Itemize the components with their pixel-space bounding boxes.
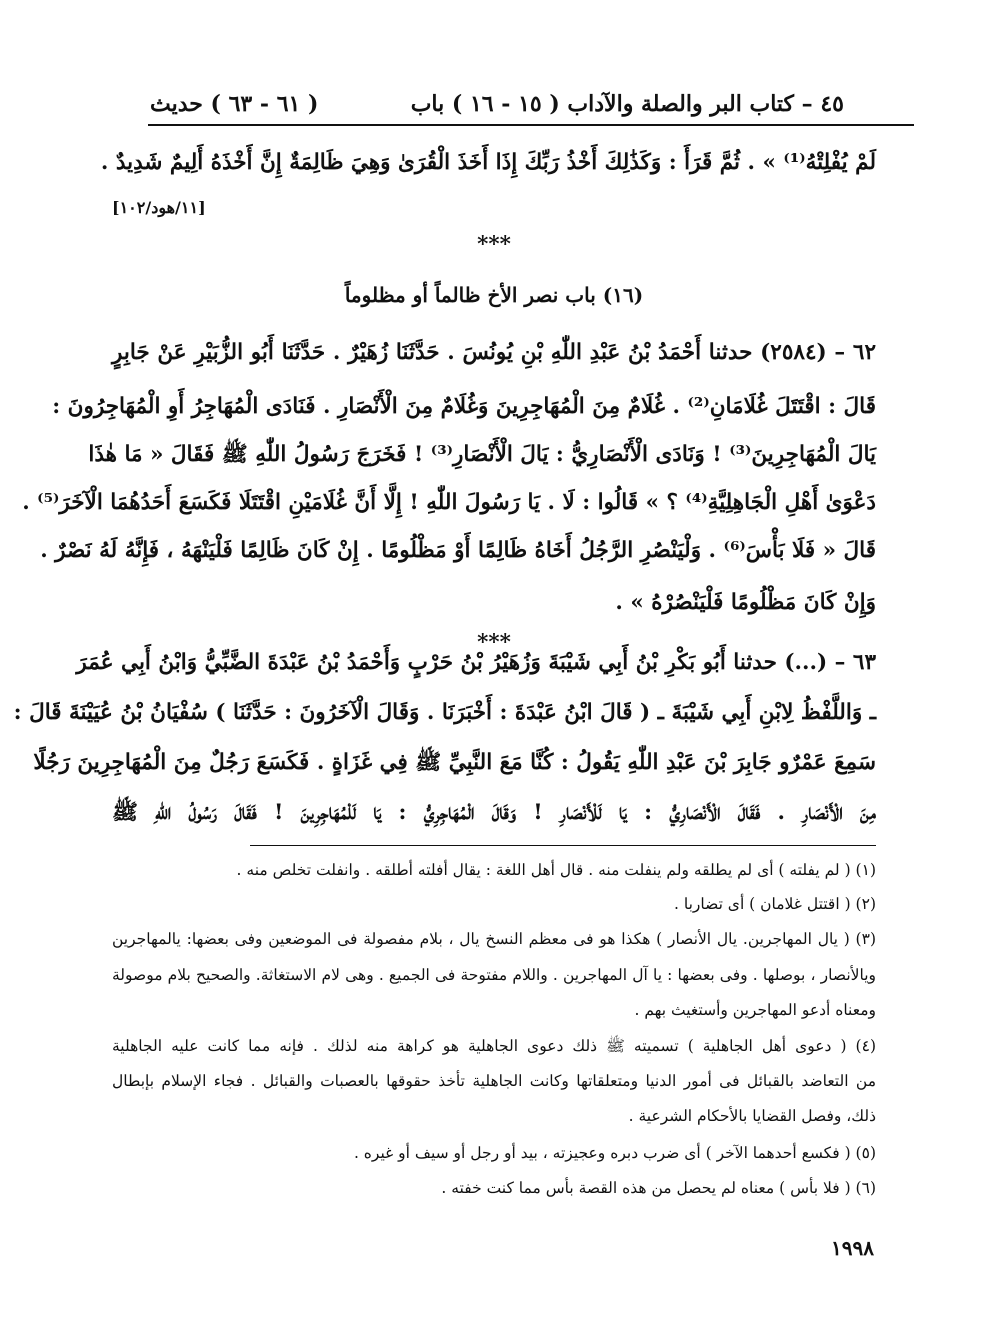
header-rule [148,124,914,126]
header-book-chapter: ٤٥ – كتاب البر والصلة والآداب ( ١٥ - ١٦ ) باب [410,91,844,117]
hadith-63-line-4: مِنَ الْأَنْصَارِ . فَقَالَ الْأَنْصَارِيُّ : يَا لَلْأَنْصَارِ ! وَقَالَ الْمُهَاجِرِيُّ : يَا لَلْمُهَاجِرِينَ ! فَقَالَ رَسُولُ اللّٰهِ ﷺ [112,800,876,825]
separator-stars: *** [477,630,511,655]
hadith-63-line-2: ـ وَاللَّفْظُ لِابْنِ أَبِي شَيْبَةَ ـ ( قَالَ ابْنُ عَبْدَةَ : أَخْبَرَنَا . وَقَالَ الْآخَرُونَ : حَدَّثَنَا ) سُفْيَانُ بْنُ عُيَيْنَةَ قَالَ : [13,700,876,725]
footnote-3-line-1: (٣) ( يال المهاجرين. يال الأنصار ) هكذا هو فى معظم النسخ يال ، بلام مفصولة فى الموضعين وفى بعضها: يالمهاجرين [112,930,876,948]
running-header [150,84,844,124]
footnote-5: (٥) ( فكسع أحدهما الآخر ) أى ضرب دبره وعجيزته ، بيد أو رجل أو سيف أو غيره . [353,1144,876,1162]
hadith-63-line-3: سَمِعَ عَمْرٌو جَابِرَ بْنَ عَبْدِ اللّٰهِ يَقُولُ : كُنَّا مَعَ النَّبِيِّ ﷺ فِي غَزَاةٍ . فَكَسَعَ رَجُلٌ مِنَ الْمُهَاجِرِينَ رَجُلًا [33,750,876,775]
chapter-title: (١٦) باب نصر الأخ ظالماً أو مظلوماً [344,283,644,307]
hadith-62-line-3: يَالَ الْمُهَاجِرِينَ⁽³⁾ ! وَنَادَى الْأَنْصَارِيُّ : يَالَ الْأَنْصَارِ⁽³⁾ ! فَخَرَجَ رَسُولُ اللّٰهِ ﷺ فَقَالَ « مَا هٰذَا [88,442,876,467]
footnote-rule [250,845,876,846]
footnote-6: (٦) ( فلا بأس ) معناه لم يحصل من هذه القصة بأس مما كنت خفته . [441,1179,876,1197]
footnote-4-line-3: ذلك، وفصل القضايا بالأحكام الشرعية . [628,1107,876,1125]
footnote-4-line-2: من التعاضد بالقبائل فى أمور الدنيا ومتعلقاتها وكانت الجاهلية تأخذ حقوقها بالعصبات والقبائل . فجاء الإسلام بإبطال [112,1072,876,1090]
header-hadith-range: ( ٦١ - ٦٣ ) حديث [150,91,319,117]
hadith-62-line-5: قَالَ « فَلَا بَأْسَ⁽⁶⁾ . وَلْيَنْصُرِ الرَّجُلُ أَخَاهُ ظَالِمًا أَوْ مَظْلُومًا . إِنْ كَانَ ظَالِمًا فَلْيَنْهَهُ ، فَإِنَّهُ لَهُ نَصْرٌ . [40,538,876,563]
verse-line: لَمْ يُفْلِتْهُ⁽¹⁾ » . ثُمَّ قَرَأَ : وَكَذَٰلِكَ أَخْذُ رَبِّكَ إِذَا أَخَذَ الْقُرَىٰ وَهِيَ ظَالِمَةٌ إِنَّ أَخْذَهُ أَلِيمٌ شَدِيدٌ . [100,150,876,175]
page-number: ١٩٩٨ [831,1236,874,1260]
footnote-4-line-1: (٤) ( دعوى أهل الجاهلية ) تسميته ﷺ ذلك دعوى الجاهلية هو كراهة منه لذلك . فإنه مما كانت عليه الجاهلية [112,1037,876,1055]
footnote-2: (٢) ( اقتتل غلامان ) أى تضاربا . [674,895,876,913]
footnote-1: (١) ( لم يفلته ) أى لم يطلقه ولم ينفلت منه . قال أهل اللغة : يقال أفلته أطلقه . وانفلت تخلص منه . [236,861,876,879]
hadith-63-line-1: ٦٣ – (...) حدثنا أَبُو بَكْرِ بْنُ أَبِي شَيْبَةَ وَزُهَيْرُ بْنُ حَرْبٍ وَأَحْمَدُ بْنُ عَبْدَةَ الضَّبِّيُّ وَابْنُ أَبِي عُمَرَ [76,650,876,675]
hadith-62-line-6: وَإِنْ كَانَ مَظْلُومًا فَلْيَنْصُرْهُ » . [615,590,876,615]
verse-reference: [١١/هود/١٠٢] [112,198,206,217]
footnote-3-line-2: ويالأنصار ، بوصلها . وفى بعضها : يا آل المهاجرين . واللام مفتوحة فى الجميع . وهى لام الاستغاثة. والصحيح بلام موصولة [112,966,876,984]
separator-stars: *** [477,232,511,257]
hadith-62-line-2: قَالَ : اقْتَتَلَ غُلَامَانِ⁽²⁾ . غُلَامٌ مِنَ الْمُهَاجِرِينَ وَغُلَامٌ مِنَ الْأَنْصَارِ . فَنَادَى الْمُهَاجِرُ أَوِ الْمُهَاجِرُونَ : [52,394,876,419]
footnote-3-line-3: ومعناه أدعو المهاجرين وأستغيث بهم . [634,1001,876,1019]
hadith-62-line-1: ٦٢ – (٢٥٨٤) حدثنا أَحْمَدُ بْنُ عَبْدِ اللّٰهِ بْنِ يُونُسَ . حَدَّثَنَا زُهَيْرٌ . حَدَّثَنَا أَبُو الزُّبَيْرِ عَنْ جَابِرٍ [112,340,876,365]
hadith-62-line-4: دَعْوَىٰ أَهْلِ الْجَاهِلِيَّةِ⁽⁴⁾ ؟ » قَالُوا : لَا . يَا رَسُولَ اللّٰهِ ! إِلَّا أَنَّ غُلَامَيْنِ اقْتَتَلَا فَكَسَعَ أَحَدُهُمَا الْآخَرَ⁽⁵⁾ . [22,490,876,515]
